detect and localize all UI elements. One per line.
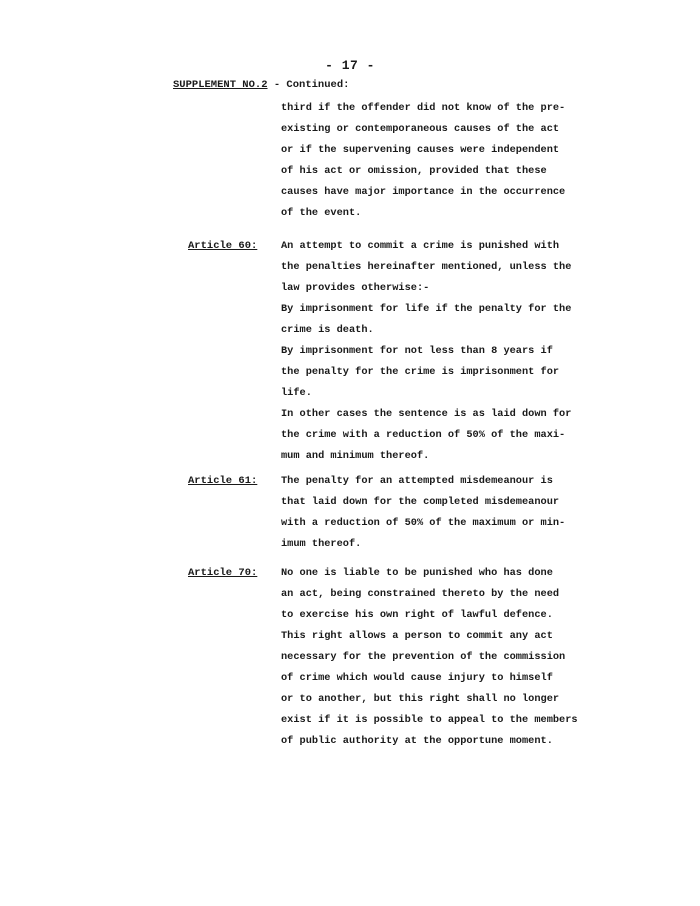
supplement-title: SUPPLEMENT NO.2 [173,79,268,91]
text-line: causes have major importance in the occurrence [281,186,566,198]
text-line: the crime with a reduction of 50% of the maxi- [281,429,566,441]
continued-label: - Continued: [267,79,350,91]
text-line: law provides otherwise:- [281,282,430,294]
text-line: of crime which would cause injury to himself [281,672,553,684]
text-line: The penalty for an attempted misdemeanour is [281,475,553,487]
page-number: - 17 - [325,58,375,73]
article-text [281,236,572,467]
text-line: that laid down for the completed misdemeanour [281,496,560,508]
text-line: existing or contemporaneous causes of the act [281,123,560,135]
text-line: with a reduction of 50% of the maximum or min- [281,517,566,529]
article-text [281,563,578,752]
text-line: mum and minimum thereof. [281,450,430,462]
text-line: the penalties hereinafter mentioned, unless the [281,261,572,273]
intro-text [281,98,566,224]
text-line: imum thereof. [281,538,362,550]
text-line: necessary for the prevention of the commission [281,651,566,663]
text-line: By imprisonment for not less than 8 years if [281,345,553,357]
text-line: By imprisonment for life if the penalty for the [281,303,572,315]
article-text [281,471,566,555]
text-line: third if the offender did not know of the pre- [281,102,566,114]
text-line: crime is death. [281,324,374,336]
text-line: An attempt to commit a crime is punished with [281,240,560,252]
text-line: of the event. [281,207,362,219]
text-line: This right allows a person to commit any act [281,630,553,642]
text-line: an act, being constrained thereto by the need [281,588,560,600]
article-label: Article 61: [188,475,258,487]
text-line: of his act or omission, provided that these [281,165,547,177]
text-line: life. [281,387,312,399]
supplement-header [173,79,349,91]
text-line: or to another, but this right shall no longer [281,693,560,705]
text-line: In other cases the sentence is as laid down for [281,408,572,420]
text-line: to exercise his own right of lawful defence. [281,609,553,621]
text-line: exist if it is possible to appeal to the members [281,714,578,726]
text-line: No one is liable to be punished who has done [281,567,553,579]
text-line: the penalty for the crime is imprisonment for [281,366,560,378]
text-line: of public authority at the opportune moment. [281,735,553,747]
article-label: Article 70: [188,567,258,579]
article-label: Article 60: [188,240,258,252]
text-line: or if the supervening causes were independent [281,144,560,156]
